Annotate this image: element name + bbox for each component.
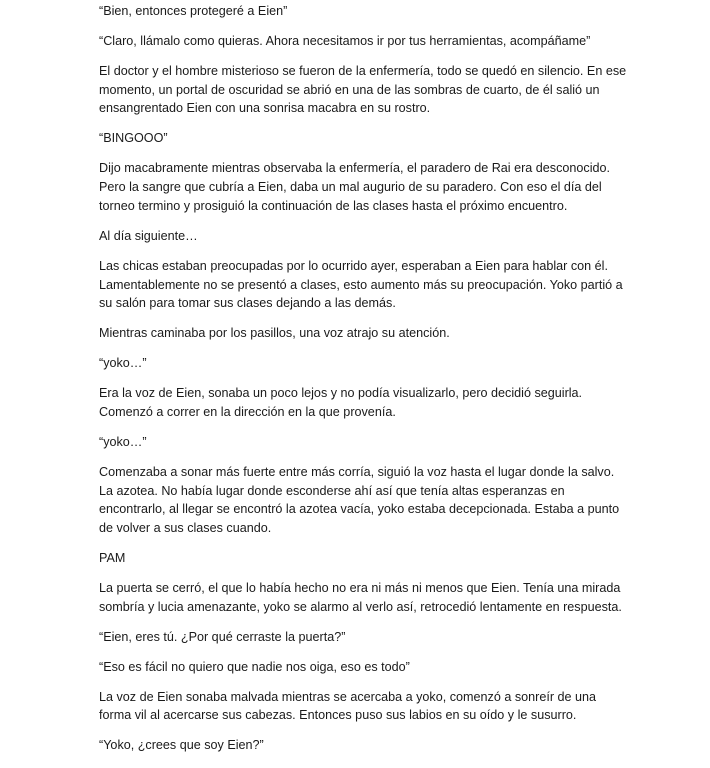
paragraph: El doctor y el hombre misterioso se fueron de la enfermería, todo se quedó en silencio. En ese momento, un portal de oscuridad se abrió en una de las sombras de cuarto, de él salió un ensangrentado Eien con una sonrisa macabra en su rostro. [99, 64, 627, 116]
paragraph: “Eien, eres tú. ¿Por qué cerraste la puerta?” [99, 629, 346, 644]
paragraph: “yoko…” [99, 434, 147, 449]
paragraph: “Yoko, ¿crees que soy Eien?” [99, 738, 264, 753]
paragraph: Al día siguiente… [99, 228, 198, 243]
paragraph: “BINGOOO” [99, 131, 168, 146]
paragraph: La puerta se cerró, el que lo había hecho no era ni más ni menos que Eien. Tenía una mirada sombría y lucia amenazante, yoko se alarmo al verlo así, retrocedió lentamente en respuesta. [99, 581, 622, 614]
document-body [99, 2, 629, 766]
paragraph: La voz de Eien sonaba malvada mientras se acercaba a yoko, comenzó a sonreír de una forma vil al acercarse sus cabezas. Entonces puso sus labios en su oído y le susurro. [99, 689, 597, 723]
paragraph: Mientras caminaba por los pasillos, una voz atrajo su atención. [99, 326, 450, 341]
paragraph: “Claro, llámalo como quieras. Ahora necesitamos ir por tus herramientas, acompáñame” [99, 34, 591, 48]
paragraph: “yoko…” [99, 356, 147, 371]
paragraph: “Bien, entonces protegeré a Eien” [99, 4, 288, 18]
paragraph: Dijo macabramente mientras observaba la enfermería, el paradero de Rai era desconocido. Pero la sangre que cubría a Eien, daba un mal augurio de su paradero. Con eso el día del torneo termino y prosiguió la continuación de las clases hasta el próximo encuentro. [99, 161, 611, 213]
paragraph: Las chicas estaban preocupadas por lo ocurrido ayer, esperaban a Eien para hablar con él. Lamentablemente no se presentó a clases, esto aumento más su preocupación. Yoko partió a su salón para tomar sus clases dejando a las demás. [99, 258, 623, 311]
paragraph: PAM [99, 551, 126, 566]
paragraph: “Eso es fácil no quiero que nadie nos oiga, eso es todo” [99, 659, 410, 674]
paragraph: Comenzaba a sonar más fuerte entre más corría, siguió la voz hasta el lugar donde la salvo. La azotea. No había lugar donde esconderse ahí así que tenía altas esperanzas en encontrarlo, al llegar se encontró la azotea vacía, yoko estaba decepcionada. Estaba a punto de volver a sus clases cuando. [99, 464, 620, 536]
paragraph: Era la voz de Eien, sonaba un poco lejos y no podía visualizarlo, pero decidió seguirla. Comenzó a correr en la dirección en la que provenía. [99, 386, 583, 419]
